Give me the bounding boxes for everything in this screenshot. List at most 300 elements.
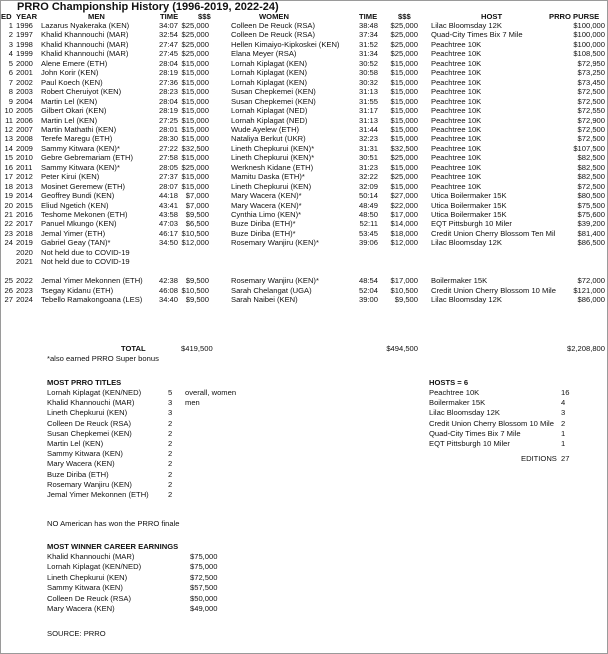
cell-wp: $15,000	[390, 115, 418, 125]
cell-ed: 3	[8, 39, 13, 49]
cell-purse: $100,000	[573, 30, 605, 40]
hosts-title: HOSTS = 6	[429, 378, 469, 387]
cell-year: 2011	[16, 162, 33, 172]
cell-mp: $6,500	[185, 219, 209, 229]
cell-women: Wude Ayelew (ETH)	[231, 124, 300, 134]
cell-purse: $72,550	[577, 106, 605, 116]
totals-row	[1, 344, 607, 353]
cell-year: 1998	[16, 39, 33, 49]
table-row	[1, 49, 607, 58]
cell-purse: $72,500	[577, 124, 605, 134]
host-count: 1	[561, 439, 566, 448]
cell-purse: $72,900	[577, 115, 605, 125]
cell-host: Peachtree 10K	[431, 106, 482, 116]
cell-mt: 27:45	[158, 49, 178, 59]
cell-men: Peter Kirui (KEN)	[41, 172, 100, 182]
cell-year: 2013	[16, 181, 33, 191]
title-holder-name: Susan Chepkemei (KEN)	[47, 428, 132, 438]
title-holder-name: Lornah Kiplagat (KEN/NED)	[47, 388, 142, 397]
cell-purse: $75,500	[577, 200, 605, 210]
cell-ed: 26	[4, 285, 13, 295]
title-count: 2	[168, 418, 173, 428]
table-row	[1, 163, 607, 172]
cell-host: Peachtree 10K	[431, 58, 482, 68]
cell-mp: $32,500	[181, 143, 209, 153]
cell-women: Werknesh Kidane (ETH)	[231, 162, 314, 172]
cell-wt: 48:54	[358, 276, 378, 286]
cell-purse: $100,000	[573, 39, 605, 49]
cell-wt: 32:09	[358, 181, 378, 191]
cell-women: Lornah Kiplagat (KEN)	[231, 68, 307, 78]
cell-purse: $107,500	[573, 143, 605, 153]
header-men-time: TIME	[160, 12, 179, 21]
cell-purse: $72,500	[577, 181, 605, 191]
cell-year: 2024	[16, 295, 33, 305]
cell-wp: $25,000	[390, 172, 418, 182]
cell-wp: $15,000	[390, 106, 418, 116]
cell-mt: 34:40	[158, 295, 178, 305]
cell-mt: 46:17	[158, 228, 178, 238]
host-count: 16	[561, 388, 570, 397]
title-count: 2	[168, 439, 173, 448]
cell-men: Panuel Mkungo (KEN)	[41, 219, 117, 229]
cell-mp: $10,500	[181, 228, 209, 238]
table-row	[1, 267, 607, 276]
earner-amount: $50,000	[190, 593, 218, 603]
table-row	[1, 134, 607, 143]
cell-men: Geoffrey Bundi (KEN)	[41, 191, 115, 201]
cell-purse: $86,000	[577, 295, 605, 305]
header-women: WOMEN	[259, 12, 289, 21]
cell-host: Peachtree 10K	[431, 39, 482, 49]
cell-wp: $10,500	[390, 285, 418, 295]
header-prro-purse: PRRO PURSE	[549, 12, 600, 21]
cell-mp: $10,500	[181, 285, 209, 295]
cell-ed: 1	[8, 21, 13, 30]
cell-host: EQT Pittsburgh 10 Miler	[431, 219, 512, 229]
cell-ed: 11	[5, 115, 13, 125]
most-titles-title: MOST PRRO TITLES	[47, 378, 122, 387]
title-count: 2	[168, 490, 173, 499]
cell-men: Martin Lel (KEN)	[41, 115, 98, 125]
earner-name: Colleen De Reuck (RSA)	[47, 593, 131, 603]
cell-ed: 19	[4, 191, 13, 201]
cell-mt: 43:58	[158, 210, 178, 219]
cell-year: 2008	[16, 134, 33, 144]
table-row	[1, 295, 607, 304]
cell-mp: $25,000	[181, 30, 209, 40]
cell-men: John Korir (KEN)	[41, 68, 99, 78]
cell-ed: 24	[4, 238, 13, 248]
title-holder-name: Jemal Yimer Mekonnen (ETH)	[47, 490, 149, 499]
cell-mt: 27:47	[158, 39, 178, 49]
cell-women: Elana Meyer (RSA)	[231, 49, 297, 59]
table-row	[1, 144, 607, 153]
cell-men: Tebello Ramakongoana (LES)	[41, 295, 143, 305]
cell-host: Peachtree 10K	[431, 115, 482, 125]
cell-mp: $15,000	[181, 96, 209, 106]
cell-women: Hellen Kimaiyo-Kipkoskei (KEN)	[231, 39, 340, 49]
cell-wp: $15,000	[390, 181, 418, 191]
cell-men: Mosinet Geremew (ETH)	[41, 181, 125, 191]
cell-ed: 22	[4, 219, 13, 229]
cell-wt: 37:34	[358, 30, 378, 40]
cell-mt: 28:19	[158, 68, 178, 78]
cell-mp: $15,000	[181, 106, 209, 116]
earner-amount: $72,500	[190, 572, 218, 582]
cell-year: 2014	[16, 191, 33, 201]
table-row	[1, 238, 607, 247]
cell-wt: 48:49	[358, 200, 378, 210]
cell-purse: $72,500	[577, 96, 605, 106]
cell-wp: $17,000	[390, 210, 418, 219]
cell-host: Utica Boilermaker 15K	[431, 200, 507, 210]
table-row	[1, 116, 607, 125]
cell-mt: 47:03	[158, 219, 178, 229]
cell-year: 2020	[16, 247, 33, 257]
cell-women: Lornah Kiplagat (NED)	[231, 106, 308, 116]
cell-purse: $73,450	[577, 77, 605, 87]
cell-wt: 30:52	[358, 58, 378, 68]
cell-mp: $15,000	[181, 124, 209, 134]
cell-wt: 50:14	[358, 191, 378, 201]
table-row	[1, 106, 607, 115]
cell-wt: 52:11	[359, 219, 378, 229]
cell-men: Paul Koech (KEN)	[41, 77, 103, 87]
cell-men: Eliud Ngetich (KEN)	[41, 200, 109, 210]
cell-year: 2012	[16, 172, 33, 182]
table-row	[1, 286, 607, 295]
cell-host: Peachtree 10K	[431, 143, 482, 153]
cell-year: 2002	[16, 77, 33, 87]
table-row	[1, 210, 607, 219]
cell-women: Buze Diriba (ETH)*	[231, 228, 296, 238]
cell-wp: $15,000	[390, 96, 418, 106]
cell-wt: 30:58	[358, 68, 378, 78]
host-name: EQT Pittsburgh 10 Miler	[429, 439, 510, 448]
title-holder-name: Mary Wacera (KEN)	[47, 459, 115, 469]
cell-wt: 39:00	[358, 295, 378, 305]
header-year: YEAR	[16, 12, 38, 21]
cell-wp: $15,000	[390, 87, 418, 97]
cell-ed: 15	[4, 153, 13, 163]
cell-ed: 14	[4, 143, 13, 153]
cell-wt: 48:50	[358, 210, 378, 219]
cell-ed: 5	[8, 58, 13, 68]
cell-wp: $25,000	[390, 30, 418, 40]
cell-mp: $15,000	[181, 181, 209, 191]
cell-ed: 12	[4, 124, 13, 134]
table-row	[1, 40, 607, 49]
cell-ed: 2	[8, 30, 13, 40]
title-count: 5	[168, 388, 173, 397]
earner-name: Mary Wacera (KEN)	[47, 604, 115, 613]
source-note: SOURCE: PRRO	[47, 629, 106, 638]
cell-purse: $73,250	[577, 68, 605, 78]
cell-wp: $25,000	[390, 39, 418, 49]
cell-ed: 10	[4, 106, 13, 116]
cell-wp: $15,000	[390, 58, 418, 68]
cell-mt: 28:04	[158, 58, 178, 68]
cell-women: Sarah Naibei (KEN)	[231, 295, 298, 305]
cell-purse: $82,500	[577, 153, 605, 163]
title-note: overall, women	[185, 388, 237, 397]
cell-year: 2016	[16, 210, 33, 219]
cell-wt: 31:17	[358, 106, 378, 116]
table-row	[1, 78, 607, 87]
cell-mp: $15,000	[181, 87, 209, 97]
cell-host: Peachtree 10K	[431, 153, 482, 163]
title-holder-name: Colleen De Reuck (RSA)	[47, 418, 131, 428]
totals-grand: $2,208,800	[566, 344, 605, 353]
cell-host: Lilac Bloomsday 12K	[431, 238, 502, 248]
cell-wt: 39:06	[358, 238, 378, 248]
header-men-purse: $$$	[198, 12, 211, 21]
cell-wt: 52:04	[358, 285, 378, 295]
cell-men: Khalid Khannouchi (MAR)	[41, 49, 129, 59]
cell-men: Teshome Mekonen (ETH)	[41, 210, 128, 219]
cell-mp: $25,000	[181, 162, 209, 172]
cell-wp: $15,000	[390, 134, 418, 144]
cell-women: Rosemary Wanjiru (KEN)*	[231, 276, 319, 286]
cell-ed: 6	[8, 68, 13, 78]
cell-women: Mary Wacera (KEN)*	[231, 191, 302, 201]
cell-wt: 31:52	[358, 39, 378, 49]
cell-mp: $15,000	[181, 77, 209, 87]
cell-purse: $75,600	[577, 210, 605, 219]
cell-purse: $72,000	[577, 276, 605, 286]
cell-host: Peachtree 10K	[431, 181, 482, 191]
cell-men: Gilbert Okari (KEN)	[41, 106, 107, 116]
cell-purse: $72,950	[577, 58, 605, 68]
cell-mt: 32:54	[158, 30, 178, 40]
header-women-time: TIME	[359, 12, 378, 21]
host-name: Quad-City Times Bix 7 Mile	[429, 428, 521, 438]
cell-host: Peachtree 10K	[431, 49, 482, 59]
table-row	[1, 125, 607, 134]
cell-mt: 28:19	[158, 106, 178, 116]
cell-wp: $25,000	[390, 153, 418, 163]
earner-name: Lornah Kiplagat (KEN/NED)	[47, 562, 142, 572]
cell-host: Peachtree 10K	[431, 77, 482, 87]
cell-wt: 31:13	[358, 115, 378, 125]
cell-men: Robert Cheruiyot (KEN)	[41, 87, 122, 97]
cell-ed: 17	[4, 172, 13, 182]
cell-host: Credit Union Cherry Blossom 10 Mile	[431, 285, 556, 295]
cell-host: Credit Union Cherry Blossom Ten Mil	[431, 228, 556, 238]
cell-purse: $72,500	[577, 134, 605, 144]
cell-year: 2000	[16, 58, 33, 68]
title-holder-name: Lineth Chepkurui (KEN)	[47, 408, 128, 418]
header-ed: ED	[1, 12, 12, 21]
host-count: 4	[561, 398, 566, 408]
table-row	[1, 97, 607, 106]
table-row	[1, 59, 607, 68]
host-count: 1	[561, 428, 566, 438]
earner-amount: $75,000	[190, 562, 218, 572]
cell-host: Lilac Bloomsday 12K	[431, 295, 502, 305]
cell-wp: $15,000	[390, 124, 418, 134]
cell-ed: 9	[8, 96, 13, 106]
cell-mp: $15,000	[181, 115, 209, 125]
cell-ed: 8	[8, 87, 13, 97]
title-count: 2	[168, 469, 173, 479]
host-count: 3	[561, 408, 566, 418]
header-women-purse: $$$	[398, 12, 411, 21]
cell-wt: 31:31	[358, 143, 378, 153]
table-row	[1, 172, 607, 181]
totals-label: TOTAL	[121, 344, 146, 353]
cell-year: 2001	[16, 68, 33, 78]
cell-year: 2006	[16, 115, 33, 125]
editions-count: 27	[561, 454, 570, 463]
cell-host: Peachtree 10K	[431, 162, 482, 172]
earner-amount: $75,000	[190, 552, 218, 561]
cell-women: Sarah Chelangat (UGA)	[231, 285, 312, 295]
table-row	[1, 191, 607, 200]
cell-mt: 28:05	[158, 162, 178, 172]
cell-ed: 16	[4, 162, 13, 172]
cell-women: Lornah Kiplagat (KEN)	[231, 58, 307, 68]
cell-purse: $108,500	[573, 49, 605, 59]
cell-wt: 31:55	[358, 96, 378, 106]
cell-host: Utica Boilermaker 15K	[431, 191, 507, 201]
cell-wt: 31:23	[358, 162, 378, 172]
earner-amount: $49,000	[190, 604, 218, 613]
cell-wt: 31:34	[358, 49, 378, 59]
cell-women: Susan Chepkemei (KEN)	[231, 96, 316, 106]
cell-year: 2015	[16, 200, 33, 210]
cell-wp: $15,000	[390, 68, 418, 78]
title-note: men	[185, 398, 200, 408]
cell-wp: $9,500	[394, 295, 418, 305]
table-row	[1, 219, 607, 228]
cell-men: Not held due to COVID-19	[41, 257, 130, 267]
cell-mt: 28:07	[158, 181, 178, 191]
cell-men: Martin Lel (KEN)	[41, 96, 98, 106]
title-holder-name: Buze Diriba (ETH)	[47, 469, 109, 479]
footnote: *also earned PRRO Super bonus	[47, 354, 159, 363]
cell-host: Peachtree 10K	[431, 134, 482, 144]
earnings-title: MOST WINNER CAREER EARNINGS	[47, 542, 179, 551]
cell-wp: $27,000	[390, 191, 418, 201]
cell-mp: $15,000	[181, 172, 209, 182]
cell-ed: 21	[4, 210, 13, 219]
table-row	[1, 276, 607, 285]
cell-mp: $25,000	[181, 49, 209, 59]
no-american-note: NO American has won the PRRO finale	[47, 519, 180, 528]
cell-mt: 27:25	[158, 115, 178, 125]
title-holder-name: Rosemary Wanjiru (KEN)	[47, 479, 132, 489]
page-title: PRRO Championship History (1996-2019, 2022-24)	[17, 1, 279, 13]
cell-ed: 23	[4, 228, 13, 238]
cell-wt: 30:32	[358, 77, 378, 87]
cell-wp: $12,000	[390, 238, 418, 248]
cell-year: 2004	[16, 96, 33, 106]
cell-mp: $9,500	[185, 276, 209, 286]
table-row	[1, 201, 607, 210]
cell-mp: $15,000	[181, 68, 209, 78]
cell-purse: $81,400	[577, 228, 605, 238]
title-count: 2	[168, 459, 173, 469]
cell-year: 2003	[16, 87, 33, 97]
cell-mp: $15,000	[181, 58, 209, 68]
cell-year: 2009	[16, 143, 33, 153]
cell-wt: 53:45	[358, 228, 378, 238]
cell-wp: $25,000	[390, 49, 418, 59]
host-name: Lilac Bloomsday 12K	[429, 408, 500, 418]
cell-men: Not held due to COVID-19	[41, 247, 130, 257]
cell-women: Mamitu Daska (ETH)*	[231, 172, 305, 182]
cell-year: 2019	[16, 238, 33, 248]
cell-year: 2010	[16, 153, 33, 163]
cell-mp: $7,000	[185, 200, 209, 210]
table-row	[1, 248, 607, 257]
editions-label: EDITIONS	[521, 454, 557, 463]
cell-wp: $22,000	[390, 200, 418, 210]
cell-women: Susan Chepkemei (KEN)	[231, 87, 316, 97]
cell-mt: 27:36	[158, 77, 178, 87]
cell-year: 2017	[16, 219, 33, 229]
cell-host: Peachtree 10K	[431, 172, 482, 182]
cell-ed: 4	[8, 49, 13, 59]
cell-mt: 46:08	[158, 285, 178, 295]
cell-host: Peachtree 10K	[431, 96, 482, 106]
cell-wp: $14,000	[390, 219, 418, 229]
cell-ed: 18	[4, 181, 13, 191]
header-host: HOST	[481, 12, 503, 21]
cell-ed: 27	[4, 295, 13, 305]
cell-women: Mary Wacera (KEN)*	[231, 200, 302, 210]
cell-purse: $121,000	[573, 285, 605, 295]
earner-amount: $57,500	[190, 583, 218, 593]
cell-mt: 42:38	[158, 276, 178, 286]
cell-purse: $86,500	[577, 238, 605, 248]
title-count: 2	[168, 449, 173, 459]
host-name: Peachtree 10K	[429, 388, 480, 397]
cell-year: 2018	[16, 228, 33, 238]
cell-year: 2007	[16, 124, 33, 134]
cell-wt: 32:22	[358, 172, 378, 182]
cell-wt: 31:44	[358, 124, 378, 134]
cell-mt: 28:30	[158, 134, 178, 144]
earner-name: Sammy Kitwara (KEN)	[47, 583, 123, 593]
earner-name: Khalid Khannouchi (MAR)	[47, 552, 135, 561]
cell-mp: $9,500	[185, 210, 209, 219]
cell-men: Sammy Kitwara (KEN)*	[41, 162, 120, 172]
cell-men: Khalid Khannouchi (MAR)	[41, 39, 129, 49]
cell-year: 1996	[16, 21, 33, 30]
header-men: MEN	[88, 12, 105, 21]
host-count: 2	[561, 418, 566, 428]
cell-wp: $32,500	[390, 143, 418, 153]
cell-women: Colleen De Reuck (RSA)	[231, 30, 315, 40]
earner-name: Lineth Chepkurui (KEN)	[47, 572, 128, 582]
cell-women: Lornah Kiplagat (KEN)	[231, 77, 307, 87]
cell-wt: 38:48	[358, 21, 378, 30]
cell-purse: $39,200	[577, 219, 605, 229]
cell-men: Khalid Khannouchi (MAR)	[41, 30, 129, 40]
cell-ed: 13	[4, 134, 13, 144]
totals-women-purse: $494,500	[386, 344, 418, 353]
cell-men: Gabriel Geay (TAN)*	[41, 238, 111, 248]
cell-men: Sammy Kitwara (KEN)*	[41, 143, 120, 153]
cell-host: Peachtree 10K	[431, 87, 482, 97]
cell-women: Nataliya Berkut (UKR)	[231, 134, 306, 144]
cell-women: Colleen De Reuck (RSA)	[231, 21, 315, 30]
cell-men: Jemal Yimer Mekonnen (ETH)	[41, 276, 143, 286]
cell-mp: $25,000	[181, 21, 209, 30]
